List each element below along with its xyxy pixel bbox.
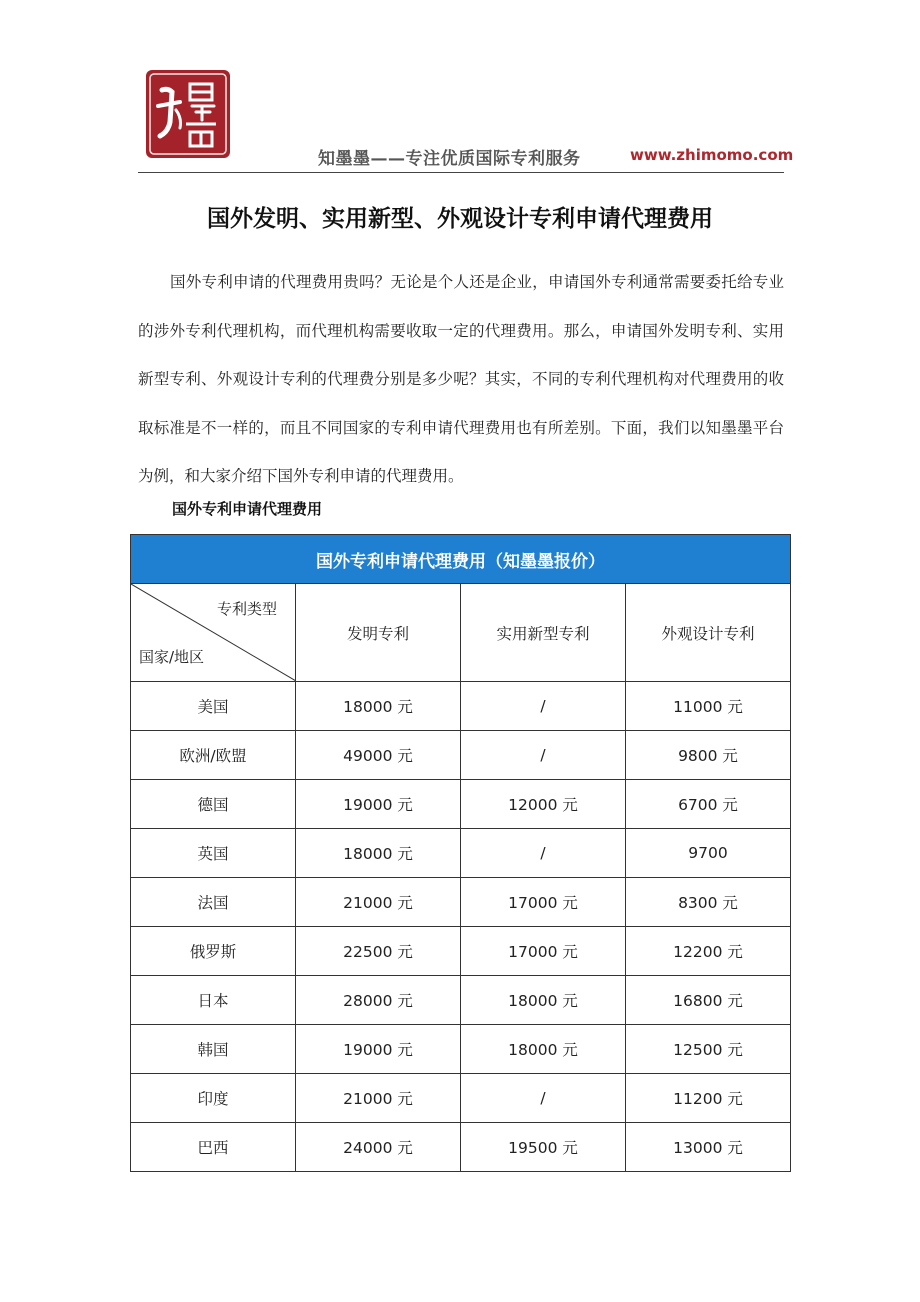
table-row bbox=[131, 927, 791, 976]
cell-invention-fee: 21000 元 bbox=[296, 1074, 461, 1123]
column-header-utility: 实用新型专利 bbox=[461, 584, 626, 682]
logo-calligraphy-mark bbox=[146, 70, 230, 158]
cell-utility-fee: / bbox=[461, 682, 626, 731]
table-row bbox=[131, 1074, 791, 1123]
cell-country: 俄罗斯 bbox=[131, 927, 296, 976]
cell-utility-fee: 17000 元 bbox=[461, 878, 626, 927]
cell-invention-fee: 22500 元 bbox=[296, 927, 461, 976]
table-caption: 国外专利申请代理费用（知墨墨报价） bbox=[131, 535, 791, 584]
column-header-invention: 发明专利 bbox=[296, 584, 461, 682]
cell-invention-fee: 19000 元 bbox=[296, 780, 461, 829]
cell-design-fee: 12200 元 bbox=[626, 927, 791, 976]
section-label: 国外专利申请代理费用 bbox=[172, 500, 323, 518]
cell-country: 欧洲/欧盟 bbox=[131, 731, 296, 780]
cell-invention-fee: 28000 元 bbox=[296, 976, 461, 1025]
table-body bbox=[131, 682, 791, 1172]
cell-country: 德国 bbox=[131, 780, 296, 829]
brand-logo bbox=[146, 70, 230, 158]
header-tagline: 知墨墨——专注优质国际专利服务 bbox=[318, 149, 581, 169]
cell-invention-fee: 18000 元 bbox=[296, 829, 461, 878]
cell-design-fee: 16800 元 bbox=[626, 976, 791, 1025]
table-row bbox=[131, 682, 791, 731]
table-row bbox=[131, 1123, 791, 1172]
table-caption-row bbox=[131, 535, 791, 584]
cell-design-fee: 9700 bbox=[626, 829, 791, 878]
cell-design-fee: 11200 元 bbox=[626, 1074, 791, 1123]
cell-utility-fee: 12000 元 bbox=[461, 780, 626, 829]
cell-country: 韩国 bbox=[131, 1025, 296, 1074]
cell-utility-fee: 18000 元 bbox=[461, 976, 626, 1025]
cell-invention-fee: 24000 元 bbox=[296, 1123, 461, 1172]
cell-design-fee: 6700 元 bbox=[626, 780, 791, 829]
cell-country: 法国 bbox=[131, 878, 296, 927]
cell-design-fee: 9800 元 bbox=[626, 731, 791, 780]
cell-invention-fee: 18000 元 bbox=[296, 682, 461, 731]
header-divider bbox=[138, 172, 784, 173]
corner-label-type: 专利类型 bbox=[216, 600, 277, 618]
cell-country: 印度 bbox=[131, 1074, 296, 1123]
cell-design-fee: 12500 元 bbox=[626, 1025, 791, 1074]
cell-invention-fee: 21000 元 bbox=[296, 878, 461, 927]
intro-paragraph: 国外专利申请的代理费用贵吗？无论是个人还是企业，申请国外专利通常需要委托给专业的涉外专利代理机构，而代理机构需要收取一定的代理费用。那么，申请国外发明专利、实用新型专利、外观设计专利的代理费分别是多少呢？其实，不同的专利代理机构对代理费用的收取标准是不一样的，而且不同国家的专利申请代理费用也有所差别。下面，我们以知墨墨平台为例，和大家介绍下国外专利申请的代理费用。 bbox=[138, 273, 784, 485]
column-header-design: 外观设计专利 bbox=[626, 584, 791, 682]
cell-utility-fee: / bbox=[461, 731, 626, 780]
table-row bbox=[131, 976, 791, 1025]
cell-country: 英国 bbox=[131, 829, 296, 878]
cell-utility-fee: / bbox=[461, 1074, 626, 1123]
table-row bbox=[131, 731, 791, 780]
cell-design-fee: 13000 元 bbox=[626, 1123, 791, 1172]
table-row bbox=[131, 780, 791, 829]
cell-country: 日本 bbox=[131, 976, 296, 1025]
cell-utility-fee: / bbox=[461, 829, 626, 878]
cell-invention-fee: 49000 元 bbox=[296, 731, 461, 780]
cell-invention-fee: 19000 元 bbox=[296, 1025, 461, 1074]
cell-country: 巴西 bbox=[131, 1123, 296, 1172]
document-title: 国外发明、实用新型、外观设计专利申请代理费用 bbox=[207, 206, 713, 232]
table-header-row bbox=[131, 584, 791, 682]
cell-utility-fee: 17000 元 bbox=[461, 927, 626, 976]
cell-utility-fee: 19500 元 bbox=[461, 1123, 626, 1172]
corner-label-country: 国家/地区 bbox=[139, 648, 205, 666]
cell-design-fee: 11000 元 bbox=[626, 682, 791, 731]
table-row bbox=[131, 829, 791, 878]
cell-design-fee: 8300 元 bbox=[626, 878, 791, 927]
corner-header-cell bbox=[131, 584, 296, 682]
header-url: www.zhimomo.com bbox=[630, 146, 794, 164]
table-row bbox=[131, 1025, 791, 1074]
cell-utility-fee: 18000 元 bbox=[461, 1025, 626, 1074]
fee-table bbox=[130, 534, 791, 1172]
cell-country: 美国 bbox=[131, 682, 296, 731]
table-row bbox=[131, 878, 791, 927]
